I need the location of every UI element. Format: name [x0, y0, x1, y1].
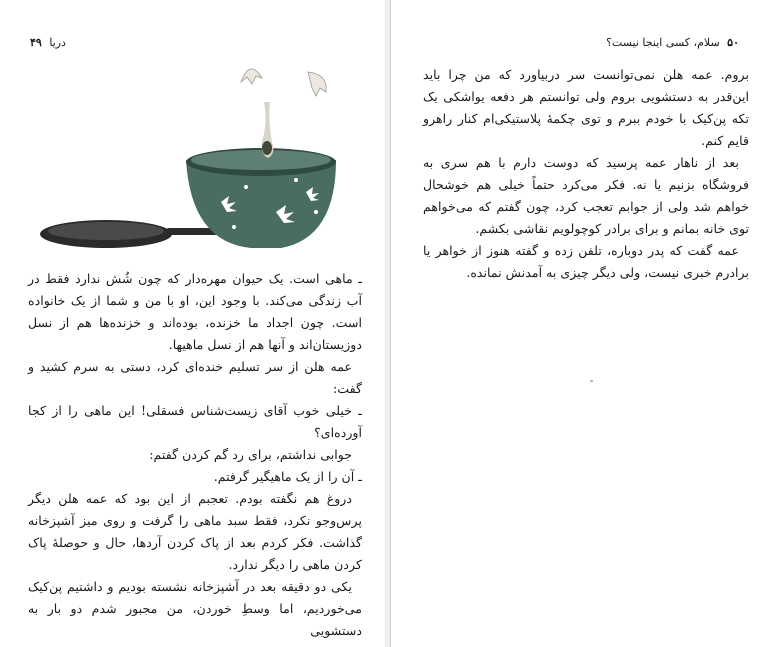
paragraph: ـ آن را از یک ماهیگیر گرفتم.	[213, 469, 362, 484]
bowl-frying-pan-eggshells-illustration	[36, 62, 336, 262]
left-page-body	[28, 268, 362, 642]
paragraph: دروغ هم نگفته بودم. تعجبم از این بود که عمه هلن دیگر پرس‌وجو نکرد، فقط سبد ماهی را گرفت و روی میز آشپزخانه گذاشت. فکر کردم بعد از پاک کردن آردها، حال و حوصلهٔ پاک کردن ماهی را دیگر ندارد.	[28, 491, 362, 572]
running-title: سلام، کسی اینجا نیست؟	[606, 36, 720, 49]
paragraph: ـ ماهی است. یک حیوان مهره‌دار که چون شُش ندارد فقط در آب زندگی می‌کند. با وجود این، او با من و شما از یک خانواده است. چون اجداد ما خزنده، بوده‌اند و خزنده‌ها هم از نسل دوزیستان‌اند و آنها هم از نسل ماهیها.	[28, 271, 362, 352]
right-page-header	[606, 36, 743, 49]
paragraph: جوابی نداشتم، برای رد گم کردن گفتم:	[149, 447, 352, 462]
paragraph: ـ خیلی خوب آقای زیست‌شناس فسقلی! این ماهی را از کجا آورده‌ای؟	[28, 403, 362, 440]
page-number: ۵۰	[727, 36, 739, 49]
page-speck	[590, 380, 593, 382]
paragraph: بعد از ناهار عمه پرسید که دوست دارم با هم سری به فروشگاه بزنیم یا نه. فکر می‌کرد حتماً خیلی هم خوشحال خواهم شد ولی از جوابم تعجب کرد، چون گفتم که می‌خواهم توی خانه بمانم و برای برادر کوچولویم نقاشی بکشم.	[423, 155, 749, 236]
running-title: دریا	[49, 36, 66, 49]
left-page	[0, 0, 386, 647]
eggshell-icon	[241, 69, 262, 84]
paragraph: بروم. عمه هلن نمی‌توانست سر دربیاورد که من چرا باید این‌قدر به دستشویی بروم ولی توانستم هر دفعه یواشکی یک تکه پن‌کیک با خودم ببرم و توی چکمهٔ پلاستیکی‌ام کنار راهرو قایم کنم.	[423, 67, 749, 148]
left-page-header	[26, 36, 66, 49]
right-page	[390, 0, 776, 647]
paragraph: عمه گفت که پدر دوباره، تلفن زده و گفته هنوز از خواهر یا برادرم خبری نیست، ولی دیگر چیزی به آمدنش نمانده.	[423, 243, 749, 280]
paragraph: عمه هلن از سر تسلیم خنده‌ای کرد، دستی به سرم کشید و گفت:	[28, 359, 362, 396]
right-page-body	[423, 64, 749, 284]
paragraph: یکی دو دقیقه بعد در آشپزخانه نشسته بودیم و داشتیم پن‌کیک می‌خوردیم، اما وسطِ خوردن، من مجبور شدم دو بار به دستشویی	[28, 579, 362, 638]
eggshell-icon	[308, 72, 326, 96]
page-number: ۴۹	[30, 36, 42, 49]
